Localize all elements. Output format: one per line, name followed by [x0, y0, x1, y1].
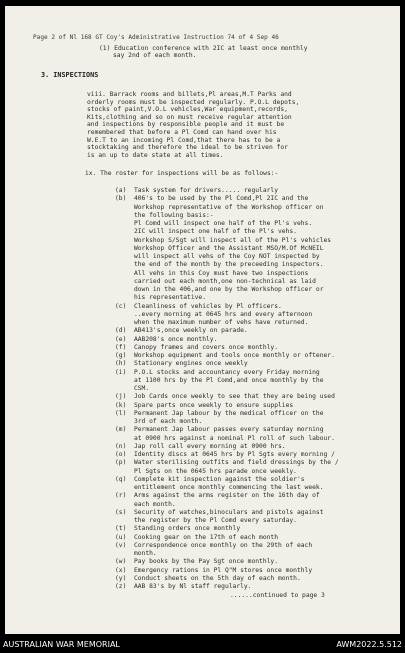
roster-line: the following basis:- [115, 211, 214, 219]
roster-line: ..every morning at 0645 hrs and every afternoon [115, 310, 313, 318]
roster-line: Workshop Officer and the Assistant MSO/M.Of McNEIL [115, 244, 324, 252]
roster-line: 2IC will inspect one half of the Pl's vehs. [115, 228, 297, 236]
roster-line: Workshop representative of the Workshop officer on [115, 203, 324, 211]
roster-line: the end of the month by the preceeding inspectors. [115, 261, 324, 269]
roster-line: (n) Jap roll call every morning at 0900 hrs. [115, 442, 286, 450]
roster-line: down in the 406,and one by the Workshop officer or [115, 286, 324, 293]
roster-line: (q) Complete kit inspection against the soldier's [115, 475, 305, 483]
roster-line: (c) Cleanliness of vehicles by Pl officers. [115, 302, 282, 310]
paragraph-line: is an up to date state at all times. [87, 151, 224, 159]
roster-line: (x) Emergency rations in Pl Q"M stores once monthly [115, 566, 313, 574]
roster-line: (o) Identity discs at 0645 hrs by Pl Sgts every morning / [115, 451, 335, 458]
section-title: 3. INSPECTIONS [41, 71, 99, 79]
paragraph-line: stocks of paint,V.O.L vehicles,War equipment,records, [87, 106, 288, 114]
roster-line: (u) Cooking gear on the 17th of each month [115, 533, 279, 541]
roster-line: Pl Comd will inspect one half of the Pl's vehs. [115, 220, 313, 227]
paragraph-line: viii. Barrack rooms and billets,Pl areas,M.T Parks and [87, 91, 292, 98]
roster-line: (j) Job Cards once weekly to see that they are being used [115, 393, 335, 401]
roster-line: CSM. [115, 385, 150, 392]
roster-line: (g) Workshop equipment and tools once monthly or oftener. [115, 352, 335, 359]
roster-line: (m) Permanent Jap labour passes every saturday morning [115, 426, 324, 434]
roster-line: month. [115, 550, 157, 557]
roster-line: entitlement once monthly commencing the last week. [115, 484, 324, 491]
roster-line: when the maximum number of vehs have returned. [115, 319, 309, 326]
roster-line: will inspect all vehs of the Coy NOT inspected by [115, 253, 320, 260]
roster-line: (v) Correspondence once monthly on the 29th of each [115, 541, 313, 549]
paragraph-ix-heading: ix. The roster for inspections will be as follows:- [85, 170, 279, 177]
page-header: Page 2 of Nl 168 GT Coy's Administrative Instruction 74 of 4 Sep 46 [33, 34, 279, 41]
roster-line: (y) Conduct sheets on the 5th day of each month. [115, 574, 301, 582]
roster-line: his representative. [115, 294, 206, 302]
roster-line: (w) Pay books by the Pay Sgt once monthly. [115, 558, 279, 566]
institution-name: AUSTRALIAN WAR MEMORIAL [3, 640, 120, 649]
roster-line: (l) Permanent Jap labour by the medical officer on the [115, 409, 324, 417]
document-page [5, 6, 400, 634]
roster-line: (f) Canopy frames and covers once monthly. [115, 343, 279, 351]
roster-line: (i) P.O.L stocks and accountancy every Friday morning [115, 368, 320, 376]
roster-line: at 1100 hrs by the Pl Comd,and once monthly by the [115, 376, 324, 384]
roster-line: (b) 406's to be used by the Pl Comd,Pl 2IC and the [115, 195, 309, 203]
roster-line: carried out each month,one non-technical as laid [115, 277, 316, 285]
paragraph-line: orderly rooms must be inspected regularly. P.O.L depots, [87, 98, 300, 106]
roster-line: (t) Standing orders once monthly [115, 525, 241, 533]
paragraph-line: W.E.T to an incoming Pl Comd,that there has to be a [87, 136, 281, 144]
roster-line: Workshop S/Sgt will inspect all of the Pl's vehicles [115, 236, 332, 244]
roster-line: (h) Stationary engines once weekly [115, 360, 248, 368]
roster-line: Pl Sgts on the 0645 hrs parade once weekly. [115, 467, 297, 475]
roster-line: (k) Spare parts once weekly to ensure supplies [115, 401, 294, 409]
roster-line: All vehs in this Coy must have two inspections [115, 269, 309, 277]
intro-line: (1) Education conference with 2IC at least once monthly [99, 45, 308, 52]
roster-line: (e) AAB208's once monthly. [115, 335, 218, 343]
roster-line: (z) AAB 83's by Nl staff regularly. [115, 583, 252, 590]
catalogue-number: AWM2022.5.512 [336, 640, 402, 649]
paragraph-line: and inspections by responsible people and it must be [87, 121, 285, 129]
roster-line: 3rd of each month. [115, 418, 203, 425]
roster-line: at 0900 hrs against a nominal Pl roll of such labour. [115, 434, 335, 442]
intro-line: say 2nd of each month. [113, 52, 197, 59]
archive-footer [0, 638, 405, 651]
paragraph-line: Kits,clothing and so on must receive regular attention [87, 113, 292, 121]
roster-line: (r) Arms against the arms register on the 16th day of [115, 492, 320, 500]
roster-line: (d) AB413's,once weekly on parade. [115, 327, 248, 335]
roster-line: (p) Water sterilising outfits and field dressings by the / [115, 459, 339, 467]
roster-line: (s) Security of watches,binoculars and pistols against [115, 508, 324, 516]
continued-note: ......continued to page 3 [230, 592, 325, 599]
paragraph-line: remembered that before a Pl Comd can hand over his [87, 129, 277, 136]
paragraph-line: stocktaking and therefore the ideal to be striven for [87, 144, 288, 152]
roster-line: (a) Task system for drivers..... regularly [115, 187, 279, 194]
roster-line: each month. [115, 500, 176, 508]
roster-line: the register by the Pl Comd every saturday. [115, 517, 297, 524]
